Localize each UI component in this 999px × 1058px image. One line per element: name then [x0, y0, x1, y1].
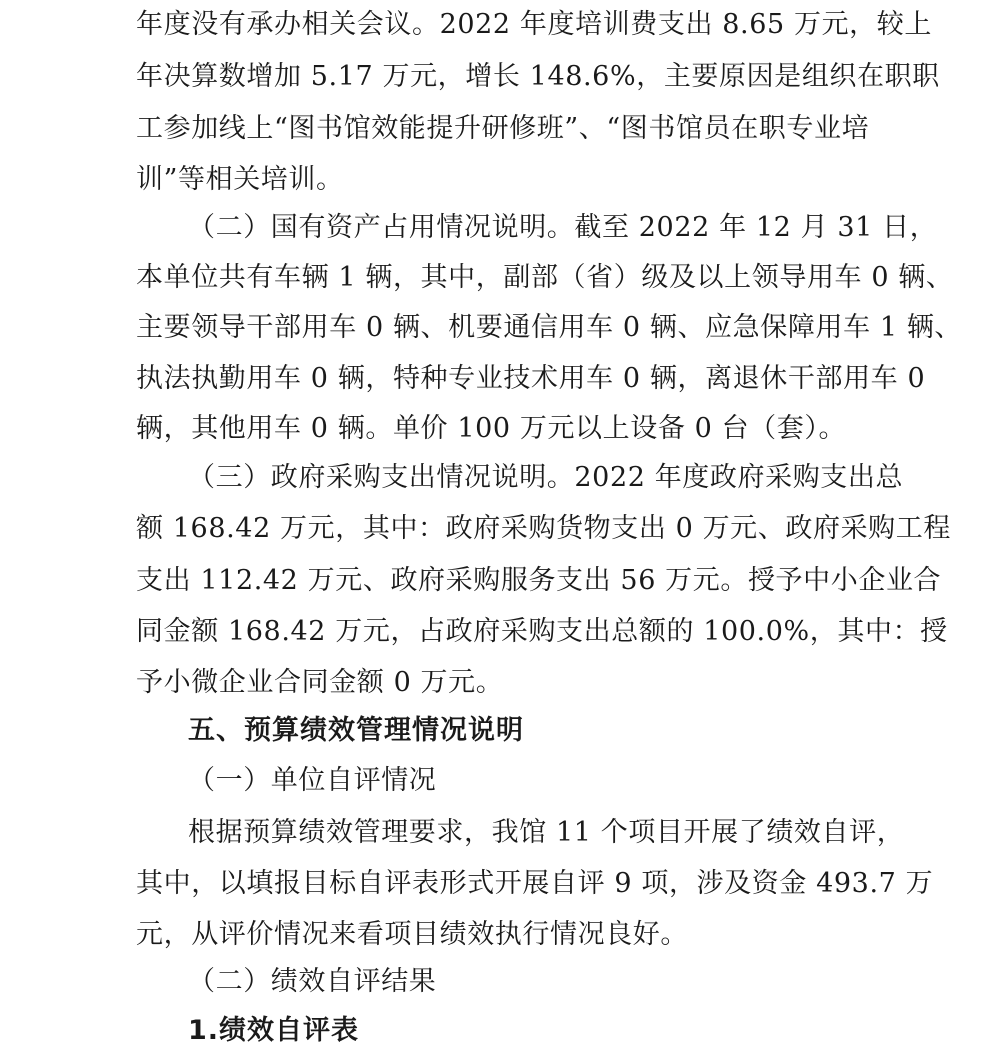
body-text-line: 同金额 168.42 万元，占政府采购支出总额的 100.0%，其中：授	[136, 616, 948, 647]
body-text-line: 执法执勤用车 0 辆，特种专业技术用车 0 辆，离退休干部用车 0	[136, 363, 926, 394]
body-text-line: 其中，以填报目标自评表形式开展自评 9 项，涉及资金 493.7 万	[136, 868, 934, 899]
body-text-line: 支出 112.42 万元、政府采购服务支出 56 万元。授予中小企业合	[136, 565, 942, 596]
item-heading-self-evaluation-table: 1.绩效自评表	[188, 1015, 360, 1046]
body-text-line: 主要领导干部用车 0 辆、机要通信用车 0 辆、应急保障用车 1 辆、	[136, 312, 963, 343]
body-text-line: 工参加线上“图书馆效能提升研修班”、“图书馆员在职专业培	[136, 113, 870, 144]
section-heading-performance: 五、预算绩效管理情况说明	[188, 715, 524, 746]
subsection-heading-results: （二）绩效自评结果	[188, 966, 437, 997]
section-paragraph-assets: （二）国有资产占用情况说明。截至 2022 年 12 月 31 日，	[188, 212, 938, 243]
body-text-line: 年度没有承办相关会议。2022 年度培训费支出 8.65 万元，较上	[136, 9, 932, 40]
body-text-line: 本单位共有车辆 1 辆，其中，副部（省）级及以上领导用车 0 辆、	[136, 262, 954, 293]
body-text-line: 辆，其他用车 0 辆。单价 100 万元以上设备 0 台（套）。	[136, 413, 847, 444]
body-text-line: 额 168.42 万元，其中：政府采购货物支出 0 万元、政府采购工程	[136, 513, 951, 544]
body-text-line: 根据预算绩效管理要求，我馆 11 个项目开展了绩效自评，	[188, 817, 905, 848]
body-text-line: 予小微企业合同金额 0 万元。	[136, 667, 504, 698]
body-text-line: 年决算数增加 5.17 万元，增长 148.6%，主要原因是组织在职职	[136, 61, 940, 92]
subsection-heading-self-evaluation: （一）单位自评情况	[188, 765, 437, 796]
body-text-line: 训”等相关培训。	[136, 164, 344, 195]
body-text-line: 元，从评价情况来看项目绩效执行情况良好。	[136, 919, 688, 950]
section-paragraph-procurement: （三）政府采购支出情况说明。2022 年度政府采购支出总	[188, 462, 904, 493]
